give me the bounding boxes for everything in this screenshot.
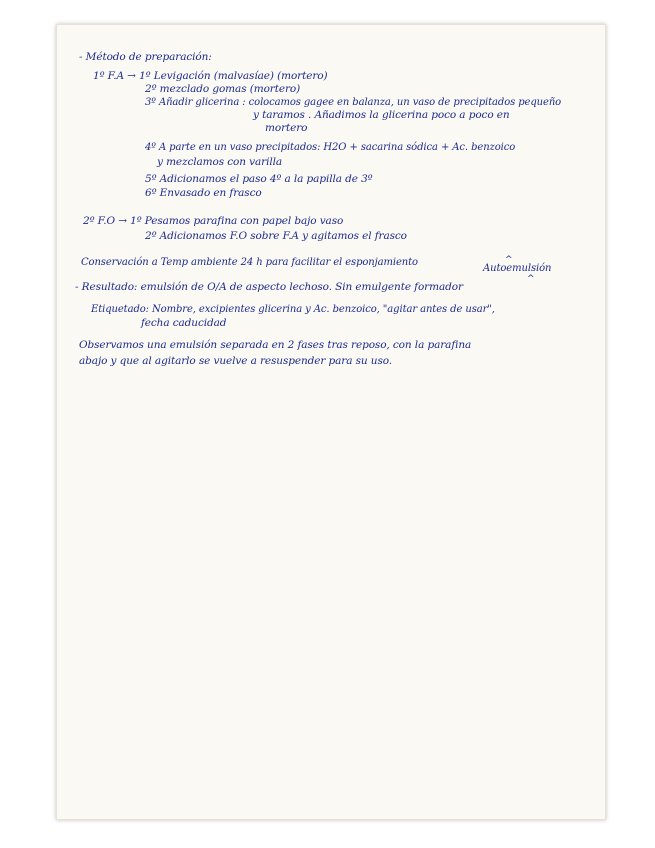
note-line: fecha caducidad	[141, 317, 227, 329]
note-line: Autoemulsión	[483, 263, 552, 274]
insertion-caret-icon: ^	[527, 274, 535, 284]
note-line: 2º F.O → 1º Pesamos parafina con papel bajo vaso	[83, 215, 344, 227]
note-line: y taramos . Añadimos la glicerina poco a poco en	[253, 109, 510, 121]
insertion-caret-icon: ^	[505, 255, 513, 265]
note-line: - Resultado: emulsión de O/A de aspecto lechoso. Sin emulgente formador	[75, 281, 463, 293]
note-line: 2º mezclado gomas (mortero)	[145, 83, 301, 95]
note-line: - Método de preparación:	[79, 51, 212, 63]
note-line: 1º F.A → 1º Levigación (malvasíae) (mortero)	[93, 70, 328, 82]
note-line: 5º Adicionamos el paso 4º a la papilla de 3º	[145, 173, 373, 185]
note-line: 2º Adicionamos F.O sobre F.A y agitamos el frasco	[145, 230, 407, 242]
note-line: Conservación a Temp ambiente 24 h para facilitar el esponjamiento	[81, 257, 418, 268]
note-line: Observamos una emulsión separada en 2 fases tras reposo, con la parafina	[79, 339, 472, 351]
notebook-page	[56, 24, 606, 820]
note-line: y mezclamos con varilla	[157, 156, 283, 168]
note-line: abajo y que al agitarlo se vuelve a resuspender para su uso.	[79, 355, 393, 367]
note-line: 4º A parte en un vaso precipitados: H2O + sacarina sódica + Ac. benzoico	[145, 142, 516, 153]
note-line: Etiquetado: Nombre, excipientes glicerina y Ac. benzoico, "agitar antes de usar",	[91, 304, 495, 315]
note-line: 6º Envasado en frasco	[145, 187, 262, 199]
note-line: mortero	[265, 122, 308, 134]
note-line: 3º Añadir glicerina : colocamos gagee en balanza, un vaso de precipitados pequeño	[145, 97, 562, 108]
